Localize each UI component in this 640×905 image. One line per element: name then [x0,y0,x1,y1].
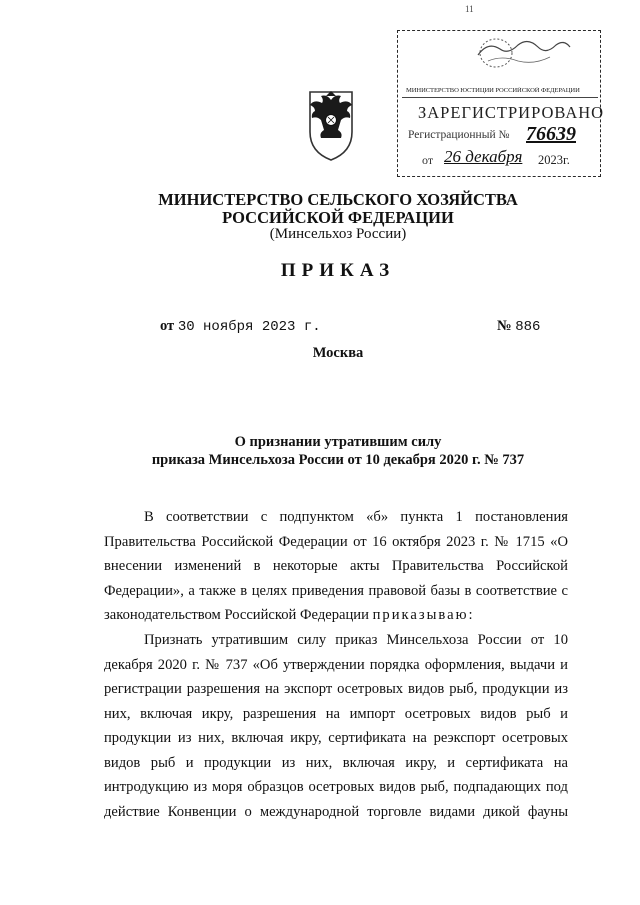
date-label: от [160,318,175,334]
document-date [160,318,321,335]
stamp-date-prefix: от [422,153,434,167]
stamp-ministry: МИНИСТЕРСТВО ЮСТИЦИИ РОССИЙСКОЙ ФЕДЕРАЦИИ [406,87,580,94]
stamp-regnum-value: 76639 [526,123,576,145]
ministry-short-name: (Минсельхоз России) [269,226,407,242]
body-paragraph-1 [104,505,568,628]
ministry-name-line2: РОССИЙСКОЙ ФЕДЕРАЦИИ [222,208,454,227]
coat-of-arms-emblem [300,86,362,164]
paragraph-1-text: В соответствии с подпунктом «б» пункта 1 постановления Правительства Российской Федерации от 16 октября 2023 г. № 1715 «О внесении изменений в некоторые акты Правительства Российской Федерации», а также в целях приведения правовой базы в соответствие с законодательством Российской Федерации [104,509,568,623]
document-type-title: ПРИКАЗ [280,260,396,281]
date-value: 30 ноября 2023 г. [177,319,321,335]
stamp-date-value: 26 декабря [444,147,523,166]
stamp-date-year: 2023г. [538,153,570,167]
document-city: Москва [312,345,364,361]
page-mark: 11 [465,4,474,14]
number-label: № [497,318,512,334]
subject-line2: приказа Минсельхоза России от 10 декабря 2020 г. № 737 [151,452,525,468]
document-number [497,318,540,335]
subject-line1: О признании утратившим силу [234,434,442,450]
body-paragraph-2: Признать утратившим силу приказ Минсельхоза России от 10 декабря 2020 г. № 737 «Об утверждении порядка оформления, выдачи и регистрации разрешения на экспорт осетровых видов рыб, продукции из них, включая икру, разрешения на импорт осетровых видов рыб и продукции из них, включая икру, сертификата на реэкспорт осетровых видов рыб и продукции из них, включая икру, и сертификата на интродукцию из моря образцов осетровых видов рыб, подпадающих под действие Конвенции о международной торговле видами дикой фауны [104,632,568,820]
number-value: 886 [515,319,541,335]
stamp-registered: ЗАРЕГИСТРИРОВАНО [418,103,605,122]
ministry-name-line1: МИНИСТЕРСТВО СЕЛЬСКОГО ХОЗЯЙСТВА [158,190,518,209]
stamp-divider [402,97,598,98]
registration-stamp [397,30,605,177]
stamp-regnum-label: Регистрационный № [408,129,510,141]
order-phrase: приказываю: [372,607,475,623]
stamp-seal-scribble [458,33,588,69]
